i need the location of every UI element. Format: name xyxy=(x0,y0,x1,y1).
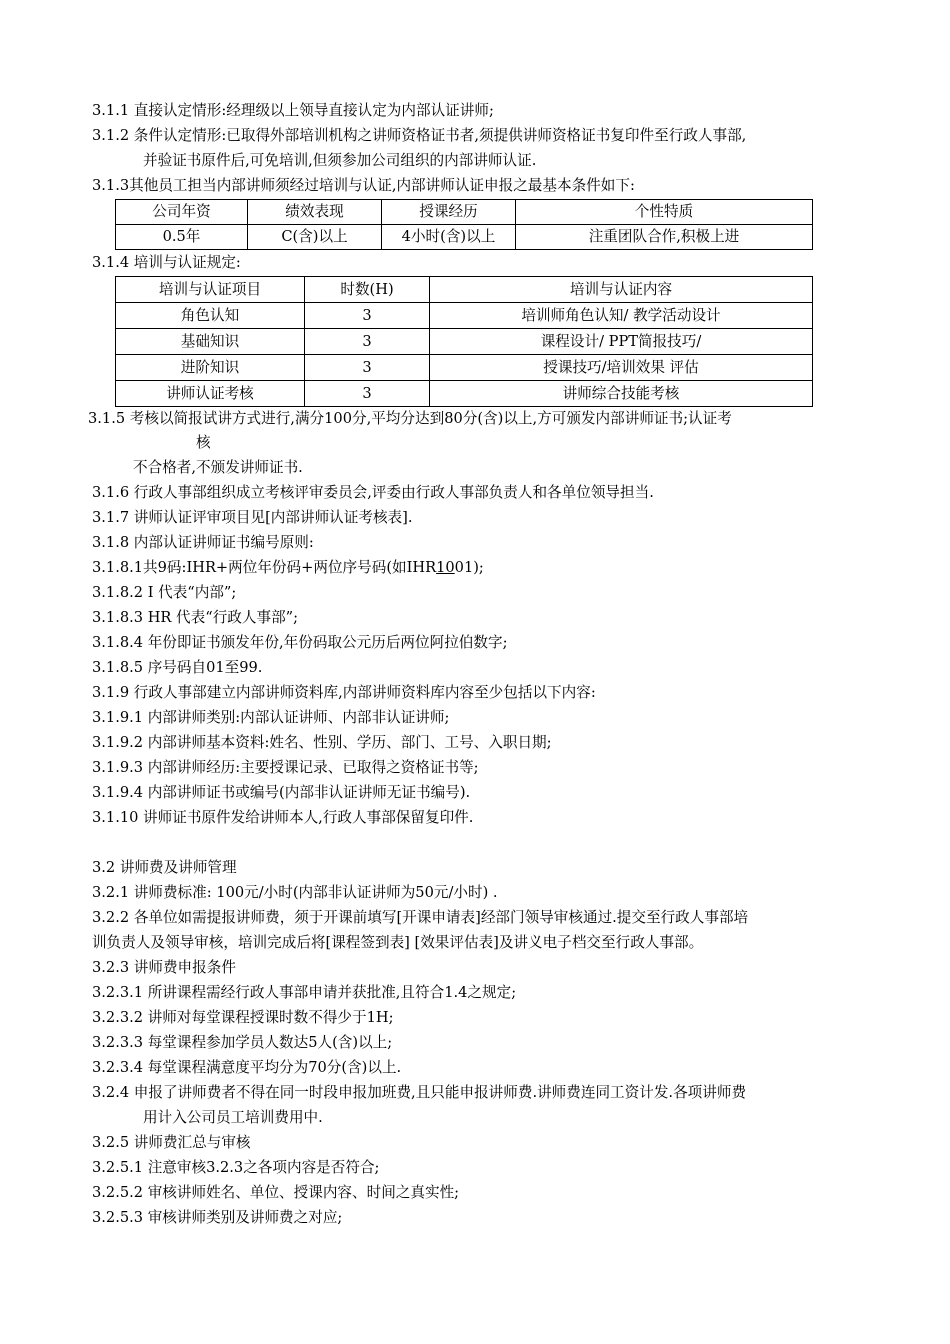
paragraph-3-2-5: 3.2.5 讲师费汇总与审核 xyxy=(92,1134,251,1151)
eligibility-table xyxy=(115,199,813,250)
table-header-cell: 时数(H) xyxy=(305,277,430,303)
table-cell: 讲师综合技能考核 xyxy=(430,381,813,407)
underlined-text: 10 xyxy=(436,559,455,576)
paragraph-3-2-5-1: 3.2.5.1 注意审核3.2.3之各项内容是否符合; xyxy=(92,1159,380,1176)
paragraph-text: 3.1.8.1共9码:IHR+两位年份码+两位序号码(如IHR xyxy=(92,559,437,576)
paragraph-3-2-4: 3.2.4 申报了讲师费者不得在同一时段申报加班费,且只能申报讲师费.讲师费连同工资计发.各项讲师费 xyxy=(92,1084,747,1101)
paragraph-3-1-8-4: 3.1.8.4 年份即证书颁发年份,年份码取公元历后两位阿拉伯数字; xyxy=(92,634,508,651)
paragraph-3-1-1: 3.1.1 直接认定情形:经理级以上领导直接认定为内部认证讲师; xyxy=(92,102,494,119)
paragraph-text: 01); xyxy=(454,559,484,576)
paragraph-3-1-8-1 xyxy=(92,558,484,578)
table-header-row xyxy=(116,277,813,303)
paragraph-3-2-3-4: 3.2.3.4 每堂课程满意度平均分为70分(含)以上. xyxy=(92,1059,402,1076)
paragraph-3-2-3: 3.2.3 讲师费申报条件 xyxy=(92,959,236,976)
paragraph-3-1-9-4: 3.1.9.4 内部讲师证书或编号(内部非认证讲师无证书编号). xyxy=(92,784,471,801)
paragraph-3-1-2-cont: 并验证书原件后,可免培训,但须参加公司组织的内部讲师认证. xyxy=(143,152,537,169)
table-cell: 基础知识 xyxy=(116,329,305,355)
paragraph-3-1-9-3: 3.1.9.3 内部讲师经历:主要授课记录、已取得之资格证书等; xyxy=(92,759,479,776)
paragraph-3-1-3: 3.1.3其他员工担当内部讲师须经过培训与认证,内部讲师认证申报之最基本条件如下: xyxy=(92,177,635,194)
table-cell: 进阶知识 xyxy=(116,355,305,381)
paragraph-3-1-10: 3.1.10 讲师证书原件发给讲师本人,行政人事部保留复印件. xyxy=(92,809,474,826)
table-cell: 3 xyxy=(305,329,430,355)
table-cell: C(含)以上 xyxy=(248,225,382,250)
table-row xyxy=(116,303,813,329)
paragraph-3-1-5: 3.1.5 考核以简报试讲方式进行,满分100分,平均分达到80分(含)以上,方可颁发内部讲师证书;认证考 xyxy=(88,410,732,427)
paragraph-3-1-6: 3.1.6 行政人事部组织成立考核评审委员会,评委由行政人事部负责人和各单位领导担当. xyxy=(92,484,654,501)
table-header-row xyxy=(116,200,813,225)
table-cell: 培训师角色认知/ 教学活动设计 xyxy=(430,303,813,329)
table-header-cell: 公司年资 xyxy=(116,200,248,225)
paragraph-3-1-8-5: 3.1.8.5 序号码自01至99. xyxy=(92,659,263,676)
table-header-cell: 授课经历 xyxy=(382,200,516,225)
paragraph-3-1-5-cont: 核 xyxy=(196,434,211,451)
table-header-cell: 培训与认证内容 xyxy=(430,277,813,303)
table-cell: 讲师认证考核 xyxy=(116,381,305,407)
table-row xyxy=(116,381,813,407)
paragraph-3-1-9-1: 3.1.9.1 内部讲师类别:内部认证讲师、内部非认证讲师; xyxy=(92,709,450,726)
training-table xyxy=(115,276,813,407)
table-cell: 角色认知 xyxy=(116,303,305,329)
paragraph-3-1-9: 3.1.9 行政人事部建立内部讲师资料库,内部讲师资料库内容至少包括以下内容: xyxy=(92,684,596,701)
paragraph-3-2-4-cont: 用计入公司员工培训费用中. xyxy=(143,1109,323,1126)
table-cell: 3 xyxy=(305,381,430,407)
table-cell: 3 xyxy=(305,355,430,381)
paragraph-3-1-8: 3.1.8 内部认证讲师证书编号原则: xyxy=(92,534,314,551)
table-cell: 3 xyxy=(305,303,430,329)
table-cell: 课程设计/ PPT简报技巧/ xyxy=(430,329,813,355)
paragraph-3-1-2: 3.1.2 条件认定情形:已取得外部培训机构之讲师资格证书者,须提供讲师资格证书复印件至行政人事部, xyxy=(92,127,747,144)
table-cell: 注重团队合作,积极上进 xyxy=(516,225,813,250)
table-header-cell: 培训与认证项目 xyxy=(116,277,305,303)
table-row xyxy=(116,225,813,250)
table-row xyxy=(116,329,813,355)
paragraph-3-1-9-2: 3.1.9.2 内部讲师基本资料:姓名、性别、学历、部门、工号、入职日期; xyxy=(92,734,552,751)
paragraph-3-2-2: 3.2.2 各单位如需提报讲师费，须于开课前填写[开课申请表]经部门领导审核通过.提交至行政人事部培 xyxy=(92,909,749,926)
paragraph-3-2-2-cont: 训负责人及领导审核，培训完成后将[课程签到表] [效果评估表]及讲义电子档交至行政人事部。 xyxy=(92,934,704,951)
paragraph-3-2-5-3: 3.2.5.3 审核讲师类别及讲师费之对应; xyxy=(92,1209,343,1226)
paragraph-3-2-3-1: 3.2.3.1 所讲课程需经行政人事部申请并获批准,且符合1.4之规定; xyxy=(92,984,517,1001)
table-header-cell: 绩效表现 xyxy=(248,200,382,225)
paragraph-3-2-1: 3.2.1 讲师费标准: 100元/小时(内部非认证讲师为50元/小时) . xyxy=(92,884,498,901)
paragraph-3-2-3-3: 3.2.3.3 每堂课程参加学员人数达5人(含)以上; xyxy=(92,1034,393,1051)
table-cell: 0.5年 xyxy=(116,225,248,250)
paragraph-3-2-3-2: 3.2.3.2 讲师对每堂课程授课时数不得少于1H; xyxy=(92,1009,394,1026)
paragraph-3-1-4: 3.1.4 培训与认证规定: xyxy=(92,254,241,271)
table-header-cell: 个性特质 xyxy=(516,200,813,225)
table-row xyxy=(116,355,813,381)
paragraph-3-1-7: 3.1.7 讲师认证评审项目见[内部讲师认证考核表]. xyxy=(92,509,413,526)
table-cell: 授课技巧/培训效果 评估 xyxy=(430,355,813,381)
section-heading-3-2: 3.2 讲师费及讲师管理 xyxy=(92,859,237,876)
paragraph-3-2-5-2: 3.2.5.2 审核讲师姓名、单位、授课内容、时间之真实性; xyxy=(92,1184,460,1201)
paragraph-3-1-8-2: 3.1.8.2 I 代表“内部”; xyxy=(92,584,237,601)
paragraph-3-1-8-3: 3.1.8.3 HR 代表“行政人事部”; xyxy=(92,609,299,626)
table-cell: 4小时(含)以上 xyxy=(382,225,516,250)
paragraph-3-1-5-cont2: 不合格者,不颁发讲师证书. xyxy=(133,459,303,476)
